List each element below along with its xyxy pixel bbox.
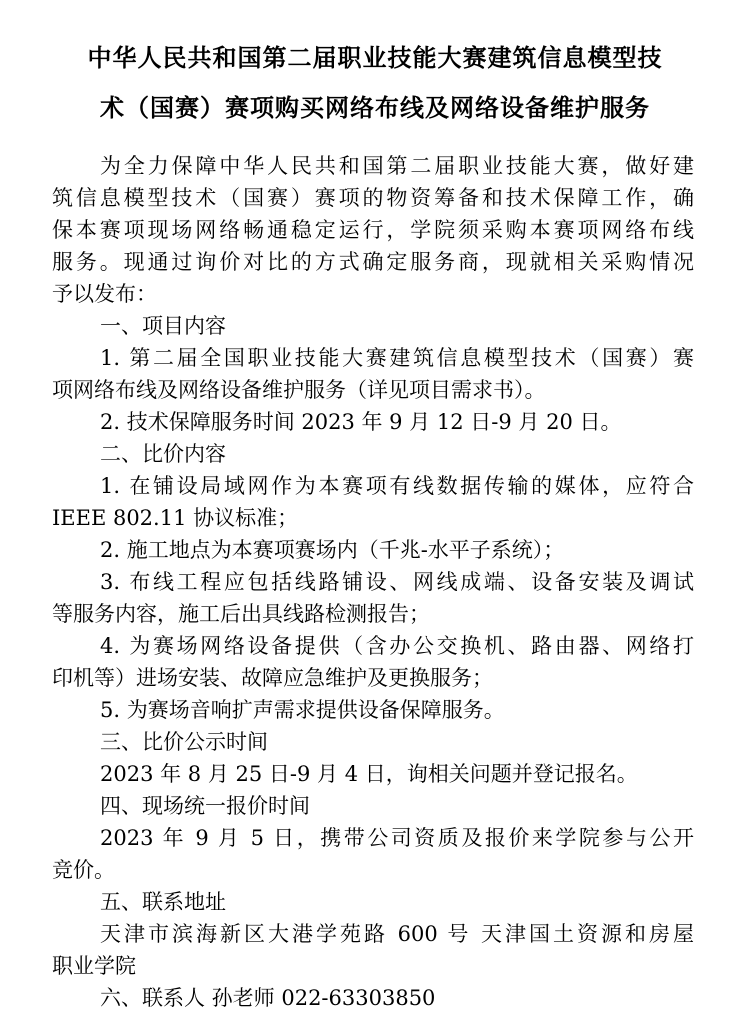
- section-heading-contact-address: 五、联系地址: [100, 890, 226, 914]
- paragraph-line: 2023 年 8 月 25 日-9 月 4 日，询相关问题并登记报名。: [100, 762, 638, 786]
- list-item-text: 印机等）进场安装、故障应急维护及更换服务；: [52, 666, 493, 690]
- list-item-text: 3. 布线工程应包括线路铺设、网线成端、设备安装及调试: [100, 570, 694, 594]
- intro-paragraph-line: 筑信息模型技术（国赛）赛项的物资筹备和技术保障工作，确: [52, 186, 694, 210]
- section-heading-quotation-time: 四、现场统一报价时间: [100, 794, 310, 818]
- intro-paragraph-line: 予以发布：: [52, 282, 157, 306]
- list-item-text: IEEE 802.11 协议标准；: [52, 506, 299, 530]
- list-item-text: 4. 为赛场网络设备提供（含办公交换机、路由器、网络打: [100, 634, 694, 658]
- document-title-line-1: 中华人民共和国第二届职业技能大赛建筑信息模型技: [87, 44, 663, 72]
- paragraph-line: 竞价。: [52, 858, 115, 882]
- list-item-text: 5. 为赛场音响扩声需求提供设备保障服务。: [100, 698, 505, 722]
- intro-paragraph-line: 为全力保障中华人民共和国第二届职业技能大赛，做好建: [100, 154, 694, 178]
- section-heading-project-content: 一、项目内容: [100, 314, 226, 338]
- intro-paragraph-line: 保本赛项现场网络畅通稳定运行，学院须采购本赛项网络布线: [52, 218, 694, 242]
- contact-address: 职业学院: [52, 954, 136, 978]
- list-item-text: 2. 施工地点为本赛项赛场内（千兆-水平子系统）；: [100, 538, 565, 562]
- list-item-text: 1. 第二届全国职业技能大赛建筑信息模型技术（国赛）赛: [100, 346, 694, 370]
- list-item-text: 项网络布线及网络设备维护服务（详见项目需求书）。: [52, 378, 546, 402]
- contact-address: 天津市滨海新区大港学苑路 600 号 天津国土资源和房屋: [100, 922, 694, 946]
- list-item-text: 2. 技术保障服务时间 2023 年 9 月 12 日-9 月 20 日。: [100, 410, 622, 434]
- paragraph-line: 2023 年 9 月 5 日，携带公司资质及报价来学院参与公开: [100, 826, 694, 850]
- intro-paragraph-line: 服务。现通过询价对比的方式确定服务商，现就相关采购情况: [52, 250, 694, 274]
- section-heading-publication-time: 三、比价公示时间: [100, 730, 268, 754]
- list-item-text: 1. 在铺设局域网作为本赛项有线数据传输的媒体，应符合: [100, 474, 694, 498]
- list-item-text: 等服务内容，施工后出具线路检测报告；: [52, 602, 430, 626]
- contact-person-line: 六、联系人 孙老师 022-63303850: [100, 986, 436, 1010]
- section-heading-comparison-content: 二、比价内容: [100, 442, 226, 466]
- document-title-line-2: 术（国赛）赛项购买网络布线及网络设备维护服务: [100, 94, 650, 122]
